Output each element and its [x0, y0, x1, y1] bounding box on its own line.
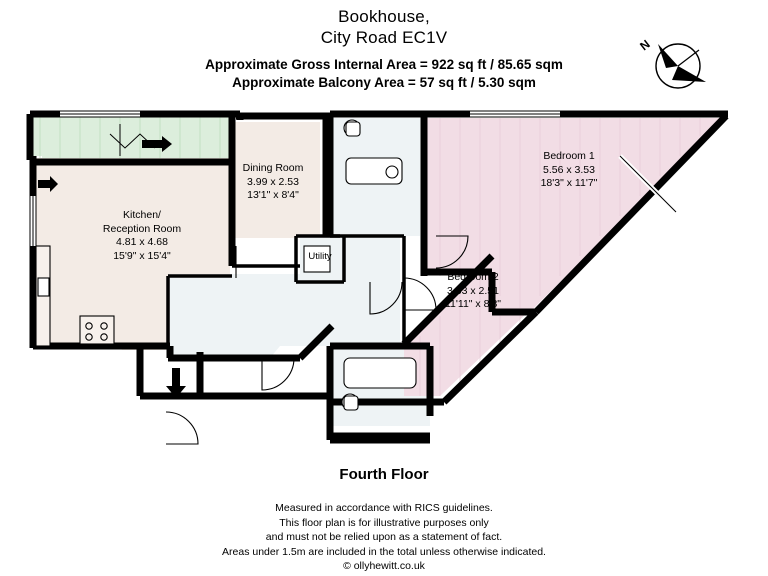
disclaimer-line-1: Measured in accordance with RICS guidelines.	[275, 502, 493, 514]
floorplan-svg	[0, 96, 768, 466]
disclaimer-line-3: and must not be relied upon as a statement of fact.	[265, 531, 503, 543]
room-label-bedroom-2: Bedroom 2 3.63 x 2.51 11'11" x 8'3"	[444, 271, 502, 310]
compass-icon	[620, 38, 716, 90]
room-label-kitchen-reception: Kitchen/ Reception Room 4.81 x 4.68 15'9" x 15'4"	[102, 209, 182, 262]
svg-text:N: N	[637, 38, 653, 54]
gross-internal-area: Approximate Gross Internal Area = 922 sq ft / 85.65 sqm	[205, 57, 563, 72]
room-label-utility: Utility	[308, 251, 332, 262]
room-label-dining-room: Dining Room 3.99 x 2.53 13'1" x 8'4"	[242, 162, 304, 201]
floorplan-drawing	[0, 96, 768, 466]
title-line-2: City Road EC1V	[320, 28, 448, 47]
room-label-bedroom-1: Bedroom 1 5.56 x 3.53 18'3" x 11'7"	[540, 150, 598, 189]
balcony-area: Approximate Balcony Area = 57 sq ft / 5.30 sqm	[232, 75, 536, 90]
disclaimer	[0, 501, 768, 574]
title-line-1: Bookhouse,	[338, 7, 430, 26]
disclaimer-line-2: This floor plan is for illustrative purposes only	[279, 516, 489, 529]
disclaimer-line-4: Areas under 1.5m are included in the total unless otherwise indicated.	[222, 545, 546, 558]
floor-label: Fourth Floor	[339, 466, 429, 483]
copyright: © ollyhewitt.co.uk	[343, 560, 425, 572]
